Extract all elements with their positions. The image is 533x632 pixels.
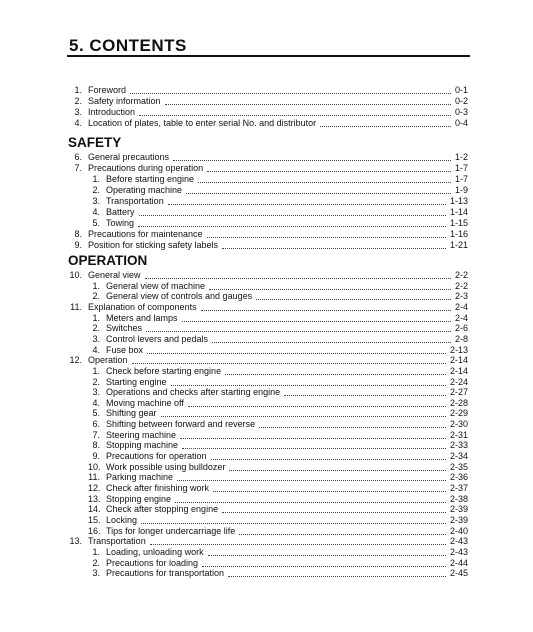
toc-entry-number: 9. (92, 451, 100, 462)
toc-entry-page: 2-36 (449, 472, 468, 483)
toc-leader-dots (259, 417, 446, 428)
toc-entry (66, 118, 468, 129)
toc-entry-number: 1. (92, 365, 100, 376)
toc-entry-title: Parking machine (106, 472, 174, 483)
toc-entry-title: General view of machine (106, 280, 206, 291)
toc-entry-title: Stopping engine (106, 493, 172, 504)
toc-entry-title: Operation (88, 355, 128, 366)
toc-leader-dots (225, 364, 446, 375)
toc-entry-page: 1-2 (454, 152, 468, 162)
toc-leader-dots (229, 460, 446, 471)
toc-entry-page: 2-4 (454, 301, 468, 312)
toc-entry-page: 2-29 (449, 408, 468, 419)
toc-entry-page: 2-33 (449, 440, 468, 451)
toc-leader-dots (161, 406, 446, 417)
toc-entry-title: Precautions during operation (88, 163, 204, 173)
toc-entry-page: 2-13 (449, 344, 468, 355)
toc-leader-dots (188, 396, 446, 407)
toc-entry-number: 3. (92, 196, 100, 206)
toc-entry-title: Introduction (88, 107, 136, 117)
toc-entry-title: Operations and checks after starting engine (106, 387, 281, 398)
toc-entry-title: Meters and lamps (106, 312, 178, 323)
toc-leader-dots (207, 161, 451, 172)
toc-entry-number: 11. (70, 301, 82, 312)
toc-entry-page: 0-3 (454, 107, 468, 117)
toc-leader-dots (239, 524, 446, 535)
toc-entry-title: Check after stopping engine (106, 504, 219, 515)
toc-leader-dots (175, 492, 446, 503)
toc-leader-dots (228, 566, 446, 577)
toc-entry-page: 2-27 (449, 387, 468, 398)
toc-entry-page: 2-34 (449, 451, 468, 462)
toc-entry-page: 2-30 (449, 419, 468, 430)
toc-entry-page: 2-24 (449, 376, 468, 387)
toc-leader-dots (186, 183, 451, 194)
toc-entry-title: Moving machine off (106, 397, 184, 408)
toc-entry-title: Location of plates, table to enter serial No. and distributor (88, 118, 317, 128)
toc-entry-title: Tips for longer undercarriage life (106, 525, 236, 536)
toc-entry-title: Shifting between forward and reverse (106, 419, 256, 430)
toc-entry-number: 8. (92, 440, 100, 451)
toc-leader-dots (212, 332, 451, 343)
toc-leader-dots (213, 481, 446, 492)
toc-entry-title: Safety information (88, 96, 161, 106)
toc-entry-number: 1. (74, 85, 82, 95)
toc-entry-page: 2-14 (449, 355, 468, 366)
toc-entry-page: 2-2 (454, 280, 468, 291)
toc-entry-number: 12. (69, 355, 82, 366)
toc-entry-page: 2-37 (449, 483, 468, 493)
toc-entry-title: Precautions for maintenance (88, 229, 203, 239)
toc-entry-number: 8. (74, 229, 82, 239)
toc-entry-title: Check before starting engine (106, 365, 222, 376)
safety-section-heading: SAFETY (68, 135, 122, 150)
toc-leader-dots (138, 216, 446, 227)
toc-leader-dots (165, 94, 451, 105)
toc-entry-page: 1-15 (449, 218, 468, 228)
toc-entry-title: Operating machine (106, 185, 183, 195)
toc-entry-number: 6. (92, 419, 100, 430)
toc-entry-title: Starting engine (106, 376, 167, 387)
toc-entry-title: General view of controls and gauges (106, 291, 253, 302)
toc-entry-number: 12. (88, 483, 101, 493)
toc-entry-title: Fuse box (106, 344, 144, 355)
toc-leader-dots (182, 311, 451, 322)
toc-leader-dots (201, 300, 451, 311)
toc-entry-number: 6. (74, 152, 82, 162)
toc-leader-dots (207, 227, 446, 238)
toc-entry-title: Foreword (88, 85, 127, 95)
toc-entry-number: 5. (92, 218, 100, 228)
toc-entry (66, 240, 468, 251)
toc-entry-title: General view (88, 270, 141, 280)
toc-entry-title: Stopping machine (106, 440, 179, 451)
toc-entry-title: Precautions for transportation (106, 568, 225, 579)
toc-entry-title: Check after finishing work (106, 483, 210, 493)
toc-entry-page: 2-3 (454, 291, 468, 302)
toc-entry-number: 2. (92, 291, 100, 302)
toc-entry-title: Battery (106, 207, 135, 217)
toc-entry-page: 1-16 (449, 229, 468, 239)
toc-entry-title: Work possible using bulldozer (106, 461, 226, 472)
toc-leader-dots (256, 289, 451, 300)
toc-leader-dots (202, 556, 446, 567)
toc-entry-page: 2-39 (449, 514, 468, 525)
toc-leader-dots (284, 385, 446, 396)
toc-entry-page: 2-44 (449, 557, 468, 568)
toc-entry-page: 2-38 (449, 493, 468, 504)
toc-leader-dots (146, 321, 451, 332)
toc-entry-number: 10. (88, 461, 101, 472)
toc-entry-page: 0-4 (454, 118, 468, 128)
toc-entry (66, 568, 468, 579)
toc-entry-page: 1-21 (449, 240, 468, 250)
toc-entry-page: 2-2 (454, 270, 468, 280)
toc-entry-number: 2. (92, 185, 100, 195)
toc-entry-title: Position for sticking safety labels (88, 240, 219, 250)
toc-entry-title: Precautions for loading (106, 557, 199, 568)
toc-entry-number: 10. (69, 270, 82, 280)
toc-entry-number: 3. (92, 333, 100, 344)
toc-leader-dots (147, 343, 446, 354)
toc-entry-title: Explanation of components (88, 301, 197, 312)
toc-entry-page: 2-31 (449, 429, 468, 440)
toc-entry-number: 1. (92, 174, 100, 184)
toc-leader-dots (141, 513, 446, 524)
toc-entry-title: Shifting gear (106, 408, 157, 419)
toc-entry-title: Transportation (106, 196, 164, 206)
toc-entry-number: 7. (92, 429, 100, 440)
toc-entry-page: 2-6 (454, 323, 468, 334)
toc-leader-dots (168, 194, 446, 205)
toc-entry-number: 2. (92, 557, 100, 568)
toc-entry-number: 3. (92, 387, 100, 398)
toc-leader-dots (198, 172, 451, 183)
toc-entry-page: 1-14 (449, 207, 468, 217)
toc-entry-page: 2-8 (454, 333, 468, 344)
toc-entry-title: Before starting engine (106, 174, 195, 184)
toc-entry-page: 2-28 (449, 397, 468, 408)
toc-entry-title: Loading, unloading work (106, 546, 204, 557)
toc-entry-number: 11. (88, 472, 100, 483)
toc-entry-title: Precautions for operation (106, 451, 207, 462)
toc-entry-title: General precautions (88, 152, 170, 162)
toc-entry-page: 2-35 (449, 461, 468, 472)
toc-leader-dots (182, 438, 446, 449)
toc-leader-dots (222, 238, 446, 249)
toc-entry-page: 2-40 (449, 525, 468, 536)
toc-entry-number: 4. (92, 397, 100, 408)
toc-entry-page: 2-43 (449, 536, 468, 547)
toc-entry-number: 4. (74, 118, 82, 128)
toc-entry-number: 15. (88, 514, 101, 525)
toc-leader-dots (320, 116, 451, 127)
toc-entry-page: 0-1 (454, 85, 468, 95)
toc-entry-page: 2-39 (449, 504, 468, 515)
toc-leader-dots (145, 268, 451, 279)
toc-entry-number: 4. (92, 344, 100, 355)
toc-entry-page: 2-45 (449, 568, 468, 579)
toc-entry-number: 1. (92, 312, 100, 323)
toc-entry-number: 4. (92, 207, 100, 217)
toc-entry-page: 1-7 (454, 174, 468, 184)
toc-entry-number: 2. (92, 376, 100, 387)
toc-entry-page: 0-2 (454, 96, 468, 106)
toc-leader-dots (211, 449, 446, 460)
toc-entry-page: 1-13 (449, 196, 468, 206)
toc-entry-number: 14. (88, 504, 101, 515)
toc-leader-dots (139, 205, 446, 216)
toc-entry-number: 13. (69, 536, 82, 547)
toc-leader-dots (150, 534, 446, 545)
toc-entry-number: 7. (74, 163, 82, 173)
toc-entry-number: 2. (92, 323, 100, 334)
toc-leader-dots (209, 279, 451, 290)
toc-entry-title: Towing (106, 218, 135, 228)
toc-entry-title: Locking (106, 514, 138, 525)
toc-entry-title: Switches (106, 323, 143, 334)
toc-entry-page: 2-4 (454, 312, 468, 323)
toc-entry-page: 2-14 (449, 365, 468, 376)
toc-leader-dots (130, 83, 451, 94)
toc-entry-title: Steering machine (106, 429, 177, 440)
toc-leader-dots (208, 545, 446, 556)
toc-entry-number: 5. (92, 408, 100, 419)
toc-leader-dots (177, 470, 446, 481)
toc-entry-page: 2-43 (449, 546, 468, 557)
toc-leader-dots (132, 353, 446, 364)
toc-entry-number: 1. (92, 280, 100, 291)
toc-entry-number: 13. (88, 493, 101, 504)
operation-section-heading: OPERATION (68, 253, 148, 268)
toc-entry-number: 2. (74, 96, 82, 106)
toc-entry-number: 3. (74, 107, 82, 117)
toc-entry-page: 1-7 (454, 163, 468, 173)
toc-entry-title: Control levers and pedals (106, 333, 209, 344)
toc-leader-dots (222, 502, 446, 513)
page-title: 5. CONTENTS (69, 36, 187, 55)
title-underline (67, 55, 470, 57)
toc-leader-dots (139, 105, 451, 116)
toc-entry-number: 16. (88, 525, 101, 536)
toc-entry-title: Transportation (88, 536, 146, 547)
toc-entry-number: 3. (92, 568, 100, 579)
toc-leader-dots (173, 150, 451, 161)
toc-leader-dots (171, 375, 446, 386)
toc-entry-page: 1-9 (454, 185, 468, 195)
toc-entry-number: 1. (92, 546, 100, 557)
toc-entry-number: 9. (74, 240, 82, 250)
toc-leader-dots (180, 428, 446, 439)
